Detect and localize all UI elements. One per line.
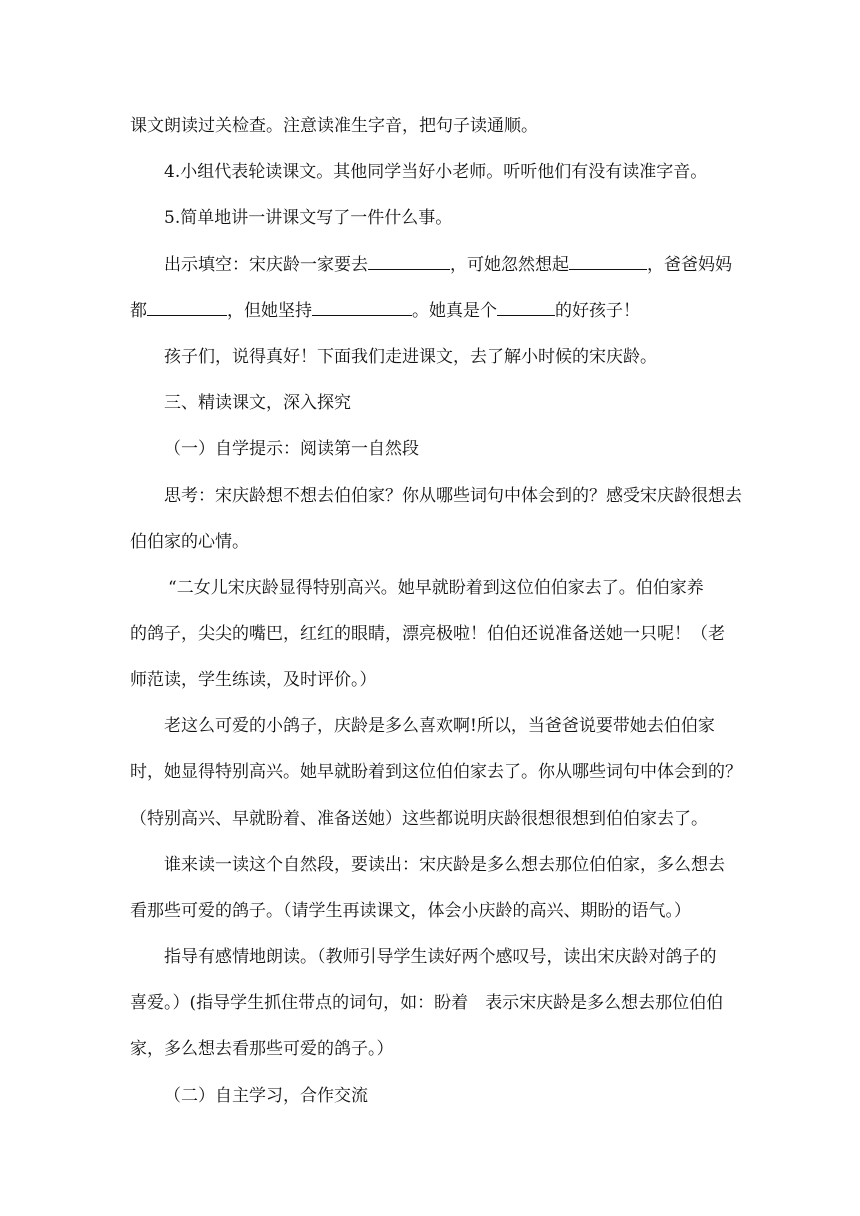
quote-line: 师范读，学生练读，及时评价。）	[130, 670, 377, 690]
fill-in-blank-line	[164, 253, 740, 277]
fill-blank	[312, 299, 412, 316]
blank-prompt-text: 都	[130, 301, 147, 321]
fill-blank	[368, 253, 450, 270]
paragraph-line: 孩子们，说得真好！下面我们走进课文，去了解小时候的宋庆龄。	[164, 347, 657, 367]
fill-blank	[569, 253, 647, 270]
blank-prompt-text: 出示填空：宋庆龄一家要去	[164, 255, 368, 275]
paragraph-line: 4.小组代表轮读课文。其他同学当好小老师。听听他们有没有读准字音。	[164, 162, 708, 182]
paragraph-line: 喜爱。）(指导学生抓住带点的词句，如：盼着 表示宋庆龄是多么想去那位伯伯	[130, 993, 724, 1013]
paragraph-line: 时，她显得特别高兴。她早就盼着到这位伯伯家去了。你从哪些词句中体会到的？	[130, 762, 742, 782]
blank-prompt-text: ，可她忽然想起	[450, 255, 569, 275]
blank-prompt-text: 。她真是个	[412, 301, 497, 321]
paragraph-line: 课文朗读过关检查。注意读准生字音，把句子读通顺。	[130, 116, 538, 136]
quote-line: 的鸽子，尖尖的嘴巴，红红的眼睛，漂亮极啦！伯伯还说准备送她一只呢！（老	[130, 624, 725, 644]
paragraph-line: （特别高兴、早就盼着、准备送她）这些都说明庆龄很想很想到伯伯家去了。	[130, 809, 708, 829]
paragraph-line: 思考：宋庆龄想不想去伯伯家？你从哪些词句中体会到的？感受宋庆龄很想去	[164, 486, 742, 506]
subsection-heading: （一）自学提示：阅读第一自然段	[164, 439, 419, 459]
quote-line: “二女儿宋庆龄显得特别高兴。她早就盼着到这位伯伯家去了。伯伯家养	[168, 578, 704, 598]
blank-prompt-text: ，但她坚持	[227, 301, 312, 321]
paragraph-line: 指导有感情地朗读。（教师引导学生读好两个感叹号，读出宋庆龄对鸽子的	[164, 947, 717, 967]
paragraph-line: 5.简单地讲一讲课文写了一件什么事。	[164, 208, 453, 228]
fill-in-blank-line	[130, 299, 740, 323]
section-heading: 三、精读课文，深入探究	[164, 393, 351, 413]
blank-prompt-text: ，爸爸妈妈	[647, 255, 732, 275]
paragraph-line: 老这么可爱的小鸽子，庆龄是多么喜欢啊!所以，当爸爸说要带她去伯伯家	[164, 716, 715, 736]
paragraph-line: 伯伯家的心情。	[130, 532, 249, 552]
blank-prompt-text: 的好孩子！	[555, 301, 640, 321]
subsection-heading: （二）自主学习，合作交流	[164, 1086, 368, 1106]
fill-blank	[497, 299, 555, 316]
paragraph-line: 看那些可爱的鸽子。（请学生再读课文，体会小庆龄的高兴、期盼的语气。）	[130, 901, 691, 921]
paragraph-line: 谁来读一读这个自然段，要读出：宋庆龄是多么想去那位伯伯家，多么想去	[164, 855, 725, 875]
fill-blank	[147, 299, 227, 316]
paragraph-line: 家，多么想去看那些可爱的鸽子。）	[130, 1039, 394, 1059]
